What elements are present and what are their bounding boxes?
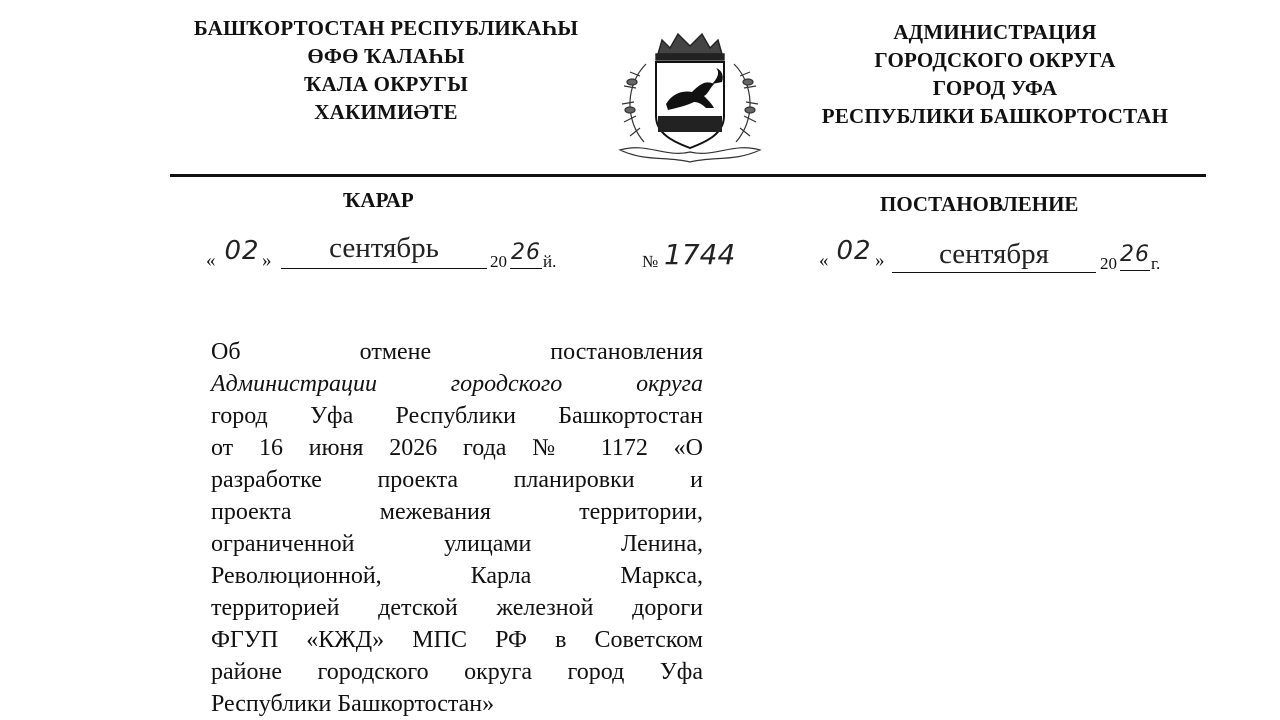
date-right-close-quote: »: [875, 250, 885, 271]
date-right-year-mark: г.: [1151, 254, 1161, 273]
title-line: город Уфа Республики Башкортостан: [211, 403, 703, 429]
title-line: Революционной, Карла Маркса,: [211, 563, 703, 589]
title-line: от 16 июня 2026 года № 1172 «О: [211, 435, 703, 461]
title-line: районе городского округа город Уфа: [211, 659, 703, 685]
header-bashkir-line: ӨФӨ ҠАЛАҺЫ: [307, 44, 465, 68]
header-russian-line: АДМИНИСТРАЦИЯ: [893, 20, 1097, 44]
header-russian: [790, 18, 1200, 130]
date-left-year-mark: й.: [543, 252, 557, 271]
number-value: 1744: [664, 238, 736, 271]
title-line: Администрации городского округа: [211, 371, 703, 397]
date-right-day: 02: [836, 236, 872, 266]
header-bashkir-line: ХАКИМИӘТЕ: [314, 100, 458, 124]
date-left-day: 02: [224, 236, 260, 266]
date-left-month: сентябрь: [281, 232, 487, 269]
header-divider: [170, 174, 1206, 177]
title-line: Об отмене постановления: [211, 339, 703, 365]
date-left-year-prefix: 20: [490, 252, 507, 271]
title-line: ФГУП «КЖД» МПС РФ в Советском: [211, 627, 703, 653]
header-bashkir: [160, 14, 612, 126]
resolution-title: [211, 336, 703, 720]
date-right-year-prefix: 20: [1100, 254, 1117, 273]
header-russian-line: ГОРОД УФА: [932, 76, 1058, 100]
date-left-close-quote: »: [262, 250, 272, 271]
header-bashkir-line: БАШҠОРТОСТАН РЕСПУБЛИКАҺЫ: [193, 16, 579, 40]
title-line: Республики Башкортостан»: [211, 691, 495, 717]
title-line: проекта межевания территории,: [211, 499, 703, 525]
number-sign: №: [642, 252, 659, 271]
date-right-open-quote: «: [819, 250, 829, 271]
header-bashkir-line: ҠАЛА ОКРУГЫ: [303, 72, 469, 96]
date-right-year-suffix: 26: [1120, 242, 1150, 271]
title-line: территорией детской железной дороги: [211, 595, 703, 621]
date-right-month: сентября: [892, 236, 1096, 273]
ufa-coat-of-arms-emblem-icon: [606, 24, 774, 166]
header-russian-line: РЕСПУБЛИКИ БАШКОРТОСТАН: [821, 104, 1169, 128]
header-russian-line: ГОРОДСКОГО ОКРУГА: [874, 48, 1116, 72]
title-line: разработке проекта планировки и: [211, 467, 703, 493]
title-line: ограниченной улицами Ленина,: [211, 531, 703, 557]
date-left-year-suffix: 26: [510, 240, 542, 269]
doc-type-bashkir: ҠАРАР: [343, 188, 414, 212]
doc-type-russian: ПОСТАНОВЛЕНИЕ: [880, 192, 1079, 216]
date-left-open-quote: «: [206, 250, 216, 271]
